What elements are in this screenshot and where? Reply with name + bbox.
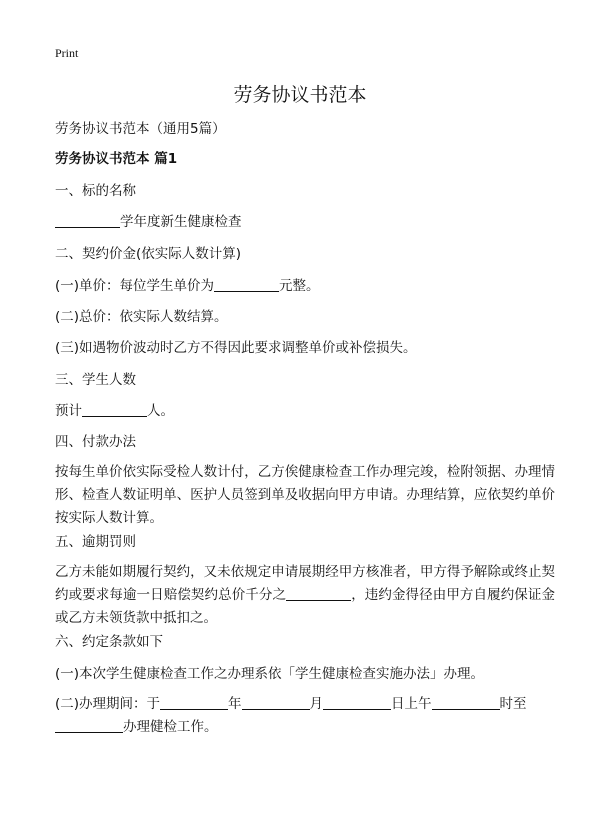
section-1-text xyxy=(55,211,555,234)
period-label: (二)办理期间：于 xyxy=(55,696,161,712)
section-6-item-1: (一)本次学生健康检查工作之办理系依「学生健康检查实施办法」办理。 xyxy=(55,666,485,682)
section-1-heading: 一、标的名称 xyxy=(55,183,136,199)
fill-blank xyxy=(214,277,279,292)
penalty-text-end: ，违约金得径由甲方自履约保证金或乙方未领货款中抵扣之。 xyxy=(55,587,555,626)
hour-label: 时至 xyxy=(499,696,527,712)
fill-blank xyxy=(323,695,391,710)
unit-price-label: (一)单价：每位学生单价为 xyxy=(55,278,215,294)
section-4-heading: 四、付款办法 xyxy=(55,434,136,450)
section-2-heading: 二、契约价金(依实际人数计算) xyxy=(55,246,242,262)
document-subtitle: 劳务协议书范本（通用5篇） xyxy=(55,121,226,137)
period-end: 办理健检工作。 xyxy=(123,719,218,735)
section-2-item-1 xyxy=(55,275,555,298)
fill-blank xyxy=(286,586,351,601)
section-6-heading: 六、约定条款如下 xyxy=(55,634,163,650)
section-5-text xyxy=(55,561,555,630)
year-label: 年 xyxy=(228,696,242,712)
document-title: 劳务协议书范本 xyxy=(233,84,367,106)
unit-price-suffix: 元整。 xyxy=(279,278,320,294)
section-1-label: 学年度新生健康检查 xyxy=(120,214,242,230)
day-label: 日上午 xyxy=(391,696,432,712)
fill-blank xyxy=(160,695,228,710)
print-link[interactable]: Print xyxy=(55,46,79,60)
fill-blank xyxy=(55,718,123,733)
article-title: 劳务协议书范本 篇1 xyxy=(55,151,178,167)
section-2-item-3: (三)如遇物价波动时乙方不得因此要求调整单价或补偿损失。 xyxy=(55,340,417,356)
section-5-heading: 五、逾期罚则 xyxy=(55,534,136,550)
fill-blank xyxy=(432,695,500,710)
section-4-text: 按每生单价依实际受检人数计付，乙方俟健康检查工作办理完竣，检附领据、办理情形、检查人数证明单、医护人员签到单及收据向甲方申请。办理结算，应依契约单价按实际人数计算。 xyxy=(55,464,555,526)
section-3-heading: 三、学生人数 xyxy=(55,372,136,388)
estimate-suffix: 人。 xyxy=(147,403,174,419)
month-label: 月 xyxy=(309,696,324,712)
estimate-label: 预计 xyxy=(55,403,82,419)
fill-blank xyxy=(55,213,120,228)
fill-blank xyxy=(242,695,310,710)
fill-blank xyxy=(82,402,147,417)
penalty-text: 乙方未能如期履行契约，又未依规定申请展期经甲方核准者，甲方得予解除或终止契约或要求每逾一日赔偿契约总价千分之 xyxy=(55,564,555,603)
section-3-text xyxy=(55,400,555,423)
section-2-item-2: (二)总价：依实际人数结算。 xyxy=(55,309,228,325)
section-6-item-2 xyxy=(55,693,555,739)
